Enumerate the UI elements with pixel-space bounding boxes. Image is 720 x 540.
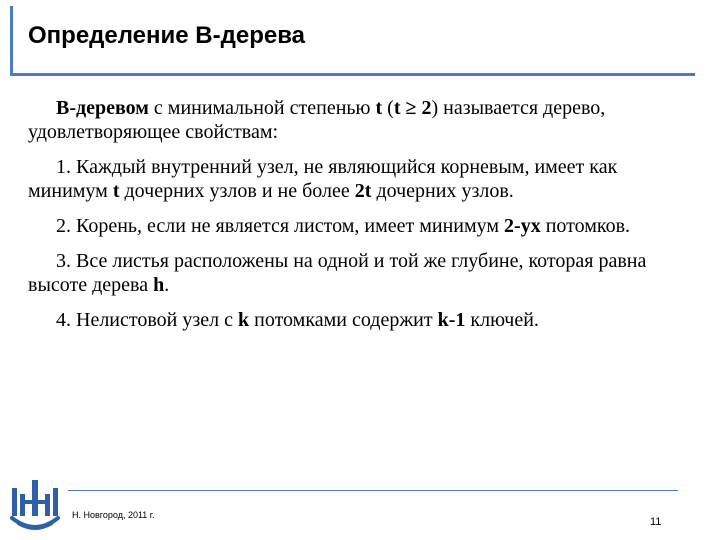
- term-t: t: [375, 97, 383, 119]
- text-fragment: 1. Каждый внутренний узел, не являющийся корневым, имеет как минимум: [28, 156, 618, 202]
- property-1: [28, 155, 668, 203]
- title-accent-bar-left: [10, 6, 13, 76]
- text-fragment: 2. Корень, если не является листом, имеет минимум: [56, 215, 505, 237]
- slide-title: Определение B-дерева: [28, 22, 305, 49]
- title-accent-bar-bottom: [10, 73, 695, 76]
- text-fragment: ключей.: [465, 309, 539, 331]
- text-fragment: (: [382, 97, 394, 119]
- unn-logo-icon: [4, 474, 66, 536]
- text-fragment: .: [164, 274, 170, 296]
- property-2: [28, 214, 668, 238]
- term-2t: 2t: [354, 180, 372, 202]
- term-k: k: [238, 309, 250, 331]
- term-h: h: [153, 274, 165, 296]
- page-number: 11: [650, 516, 662, 528]
- property-3: [28, 249, 668, 297]
- text-fragment: дочерних узлов.: [371, 180, 514, 202]
- slide-content: [28, 96, 668, 343]
- property-4: [28, 308, 668, 332]
- footer-location-year: Н. Новгород, 2011 г.: [72, 510, 155, 520]
- term-k-1: k-1: [437, 309, 466, 331]
- term-b-tree: B-деревом: [56, 97, 149, 119]
- term-t: t: [112, 180, 120, 202]
- text-fragment: потомков.: [540, 215, 631, 237]
- definition-paragraph: [28, 96, 668, 144]
- condition-t: t ≥ 2: [393, 97, 432, 119]
- text-fragment: дочерних узлов и не более: [119, 180, 355, 202]
- text-fragment: с минимальной степенью: [148, 97, 376, 119]
- text-fragment: 4. Нелистовой узел с: [56, 309, 239, 331]
- term-2: 2-ух: [504, 215, 541, 237]
- text-fragment: 3. Все листья расположены на одной и той же глубине, которая равна высоте дерева: [28, 250, 647, 296]
- text-fragment: ) называется дерево, удовлетворяющее свойствам:: [28, 97, 606, 143]
- footer-divider: [68, 490, 678, 491]
- text-fragment: потомками содержит: [249, 309, 438, 331]
